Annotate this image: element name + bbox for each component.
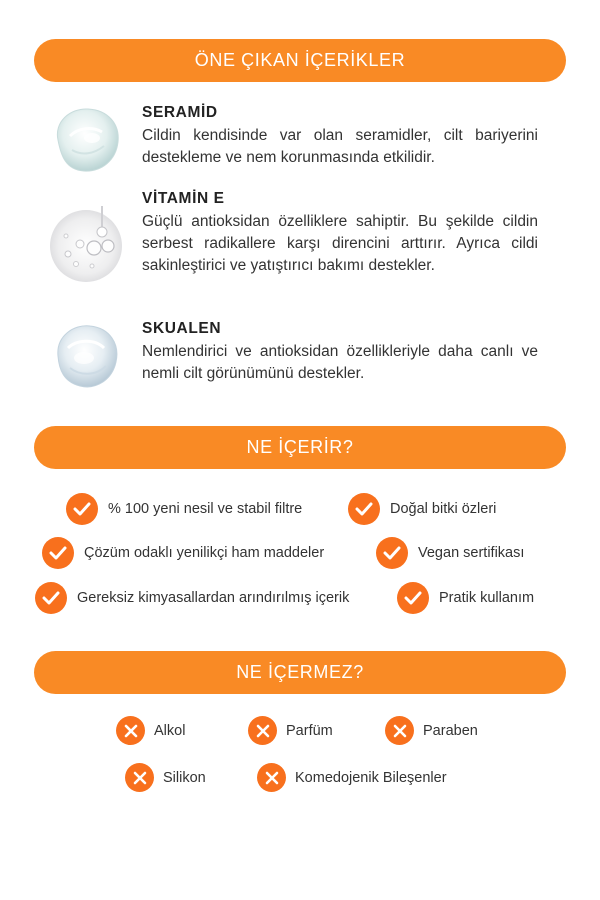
excludes-item-label: Komedojenik Bileşenler <box>295 769 447 786</box>
check-icon <box>42 537 74 569</box>
contains-item <box>397 582 534 614</box>
section-header-contains <box>34 426 566 469</box>
section-title: NE İÇERİR? <box>246 437 354 457</box>
contains-item <box>348 493 496 525</box>
cross-icon <box>116 716 145 745</box>
cross-icon <box>257 763 286 792</box>
excludes-item-label: Paraben <box>423 722 478 739</box>
gel-texture-image <box>48 318 124 394</box>
contains-item <box>35 582 349 614</box>
excludes-item <box>116 716 185 745</box>
check-icon <box>35 582 67 614</box>
cross-icon <box>125 763 154 792</box>
ingredient-description: Cildin kendisinde var olan seramidler, cilt bariyerini destekleme ve nem korunmasında etkilidir. <box>142 127 538 166</box>
ingredient-description: Güçlü antioksidan özelliklere sahiptir. Bu şekilde cildin serbest radikallere karşı direncini arttırır. Ayrıca cildi sakinleştirici ve yatıştırıcı bakımı destekler. <box>142 213 538 274</box>
contains-item-label: Çözüm odaklı yenilikçi ham maddeler <box>84 545 325 561</box>
serum-drops-image <box>46 204 126 284</box>
ingredient-name: VİTAMİN E <box>142 190 225 207</box>
cross-icon <box>248 716 277 745</box>
contains-item-label: Pratik kullanım <box>439 590 535 606</box>
excludes-item <box>385 716 478 745</box>
excludes-item <box>125 763 206 792</box>
check-icon <box>397 582 429 614</box>
contains-item <box>42 537 324 569</box>
excludes-item-label: Parfüm <box>286 722 333 739</box>
cross-icon <box>385 716 414 745</box>
section-title: ÖNE ÇIKAN İÇERİKLER <box>194 50 406 70</box>
contains-item <box>376 537 524 569</box>
contains-item-label: Doğal bitki özleri <box>390 501 497 517</box>
contains-item-label: % 100 yeni nesil ve stabil filtre <box>108 501 303 517</box>
check-icon <box>66 493 98 525</box>
excludes-item-label: Alkol <box>154 722 186 739</box>
ingredient-name: SKUALEN <box>142 320 222 337</box>
gel-texture-image <box>48 102 124 178</box>
excludes-item <box>257 763 447 792</box>
excludes-item <box>248 716 333 745</box>
contains-item <box>66 493 302 525</box>
contains-item-label: Gereksiz kimyasallardan arındırılmış içerik <box>77 590 350 606</box>
excludes-item-label: Silikon <box>163 769 206 786</box>
check-icon <box>348 493 380 525</box>
section-header-excludes <box>34 651 566 694</box>
section-title: NE İÇERMEZ? <box>236 662 364 682</box>
ingredient-name: SERAMİD <box>142 104 218 121</box>
section-header-highlights <box>34 39 566 82</box>
ingredient-description: Nemlendirici ve antioksidan özellikleriyle daha canlı ve nemli cilt görünümünü destekler. <box>142 343 538 382</box>
contains-item-label: Vegan sertifikası <box>418 545 525 561</box>
check-icon <box>376 537 408 569</box>
